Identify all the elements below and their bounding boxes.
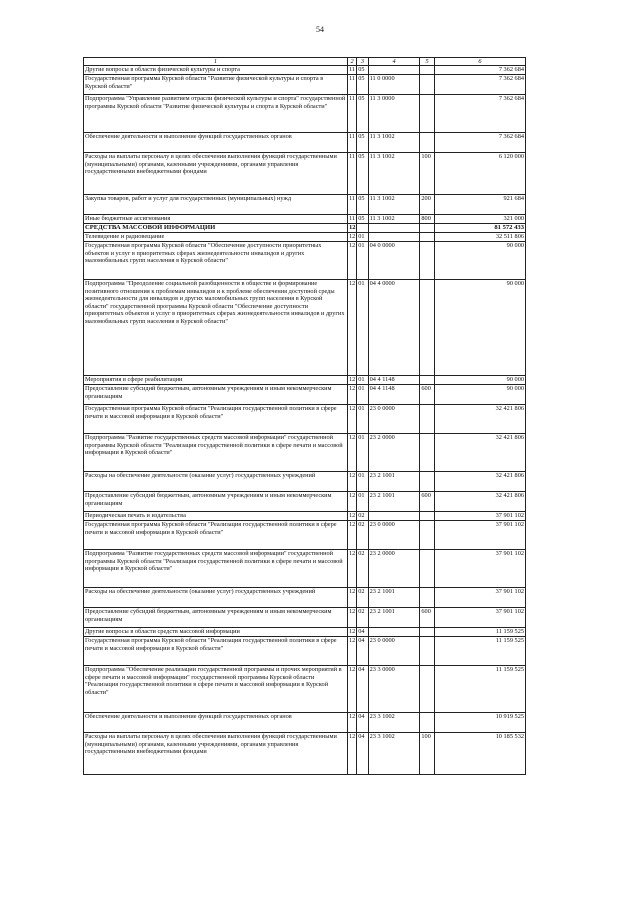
expense-type-cell	[420, 666, 434, 713]
table-row	[84, 75, 526, 95]
row-name-cell: Государственная программа Курской области "Реализация государственной политики в сфере печати и массовой информации в Курской области"	[84, 405, 348, 434]
subsection-code-cell: 05	[357, 195, 368, 215]
amount-cell: 11 159 525	[434, 637, 525, 666]
target-article-cell: 23 2 1001	[368, 492, 420, 512]
table-row	[84, 280, 526, 376]
subsection-code-cell: 01	[357, 280, 368, 376]
amount-cell: 32 421 806	[434, 472, 525, 492]
table-row	[84, 215, 526, 224]
table-row	[84, 492, 526, 512]
table-row	[84, 666, 526, 713]
subsection-code-cell: 01	[357, 472, 368, 492]
amount-cell: 32 421 806	[434, 492, 525, 512]
amount-cell: 6 120 000	[434, 153, 525, 195]
amount-cell: 7 362 684	[434, 133, 525, 153]
table-row	[84, 588, 526, 608]
section-code-cell: 12	[347, 492, 356, 512]
section-code-cell: 12	[348, 376, 356, 383]
section-code-cell: 11	[347, 95, 356, 133]
subsection-code-cell: 04	[357, 733, 368, 775]
header-cell: 2	[347, 58, 356, 66]
amount-cell: 37 901 102	[434, 608, 525, 628]
row-name-cell: Другие вопросы в области физической культуры и спорта	[84, 66, 348, 75]
expense-type-cell	[420, 512, 434, 521]
section-code-cell: 12	[347, 588, 356, 608]
subsection-code-cell: 01	[357, 376, 368, 385]
amount-cell: 37 901 102	[434, 550, 525, 588]
table-row	[84, 434, 526, 472]
section-code-cell: 12	[347, 242, 356, 280]
expense-type-cell	[420, 628, 434, 637]
expense-type-cell: 800	[420, 215, 434, 224]
expense-type-cell	[420, 405, 434, 434]
amount-cell: 11 159 525	[434, 628, 525, 637]
row-name-cell: Мероприятия в сфере реабилитации	[84, 376, 348, 385]
expense-type-cell	[420, 133, 434, 153]
section-code-cell: 12	[347, 434, 356, 472]
target-article-cell: 11 3 1002	[368, 133, 420, 153]
section-code-cell: 12	[347, 733, 356, 775]
expense-type-cell	[420, 521, 434, 550]
amount-cell: 7 362 684	[434, 75, 525, 95]
table-row	[84, 512, 526, 521]
row-name-cell: Обеспечение деятельности и выполнение функций государственных органов	[84, 713, 348, 733]
expense-type-cell	[420, 233, 434, 242]
subsection-code-cell: 02	[357, 550, 368, 588]
target-article-cell: 23 2 1001	[368, 588, 420, 608]
target-article-cell: 11 3 1002	[368, 153, 420, 195]
expense-type-cell: 100	[420, 153, 434, 195]
page-number: 54	[316, 25, 324, 34]
subsection-code-cell: 01	[357, 492, 368, 512]
table-row	[84, 233, 526, 242]
amount-cell: 90 000	[434, 376, 525, 385]
target-article-cell: 11 3 1002	[368, 195, 420, 215]
amount-cell: 32 511 806	[434, 233, 525, 242]
row-name-cell: Расходы на обеспечение деятельности (оказание услуг) государственных учреждений	[84, 472, 348, 492]
expense-type-cell	[420, 66, 434, 75]
target-article-cell: 04 4 1148	[368, 385, 420, 405]
amount-cell: 81 572 433	[434, 224, 525, 233]
expense-type-cell	[420, 472, 434, 492]
target-article-cell: 04 0 0000	[368, 242, 420, 280]
section-code-cell: 11	[347, 75, 356, 95]
row-name-cell: Обеспечение деятельности и выполнение функций государственных органов	[84, 133, 348, 153]
row-name-cell: Расходы на обеспечение деятельности (оказание услуг) государственных учреждений	[84, 588, 348, 608]
table-row	[84, 608, 526, 628]
header-cell: 4	[368, 58, 420, 66]
expense-type-cell: 600	[420, 385, 434, 405]
section-code-cell: 12	[347, 713, 356, 733]
target-article-cell: 11 3 0000	[368, 95, 420, 133]
amount-cell: 321 000	[434, 215, 525, 224]
amount-cell: 7 362 684	[434, 66, 525, 75]
target-article-cell: 23 2 0000	[368, 550, 420, 588]
expense-type-cell	[420, 434, 434, 472]
subsection-code-cell: 01	[357, 405, 368, 434]
row-name-cell: Государственная программа Курской области "Развитие физической культуры и спорта в Курской области"	[84, 75, 348, 95]
section-code-cell: 11	[347, 195, 356, 215]
subsection-code-cell: 02	[357, 588, 368, 608]
table-row	[84, 521, 526, 550]
expense-type-cell: 600	[420, 492, 434, 512]
subsection-code-cell: 05	[357, 75, 368, 95]
table-row	[84, 153, 526, 195]
expense-type-cell	[420, 75, 434, 95]
budget-table	[83, 57, 526, 775]
section-code-cell: 12	[348, 628, 356, 635]
target-article-cell: 23 3 1002	[368, 733, 420, 775]
expense-type-cell	[420, 588, 434, 608]
subsection-code-cell: 04	[357, 628, 368, 637]
amount-cell: 921 684	[434, 195, 525, 215]
target-article-cell: 23 2 1001	[368, 472, 420, 492]
section-code-cell: 11	[347, 153, 356, 195]
expense-type-cell: 100	[420, 733, 434, 775]
expense-type-cell	[420, 713, 434, 733]
section-code-cell: 12	[347, 472, 356, 492]
section-code-cell: 12	[347, 637, 356, 666]
amount-cell: 37 901 102	[434, 512, 525, 521]
section-code-cell: 12	[347, 608, 356, 628]
row-name-cell: Подпрограмма "Обеспечение реализации государственной программы и прочих мероприятий в сфере печати и массовой информации" государственной программы Курской области "Реализация государственной политики в сфере печати и массовой информации в Курской области"	[84, 666, 348, 713]
amount-cell: 10 919 525	[434, 713, 525, 733]
expense-type-cell	[420, 376, 434, 385]
table-row	[84, 405, 526, 434]
target-article-cell	[368, 224, 420, 233]
section-code-cell: 12	[347, 280, 356, 376]
row-name-cell: Подпрограмма "Управление развитием отрасли физической культуры и спорта" государственной программы Курской области "Развитие физической культуры и спорта в Курской области"	[84, 95, 348, 133]
row-name-cell: Подпрограмма "Развитие государственных средств массовой информации" государственной программы Курской области "Реализация государственной политики в сфере печати и массовой информации в Курской области"	[84, 434, 348, 472]
amount-cell: 37 901 102	[434, 588, 525, 608]
target-article-cell: 04 4 0000	[368, 280, 420, 376]
table-row	[84, 550, 526, 588]
amount-cell: 11 159 525	[434, 666, 525, 713]
subsection-code-cell: 01	[357, 434, 368, 472]
row-name-cell: Другие вопросы в области средств массовой информации	[84, 628, 348, 637]
row-name-cell: Расходы на выплаты персоналу в целях обеспечения выполнения функций государственными (муниципальными) органами, казенными учреждениями, органами управления государственными внебюджетными фондами	[84, 733, 348, 775]
table-row	[84, 95, 526, 133]
target-article-cell	[368, 66, 420, 75]
header-cell: 6	[434, 58, 525, 66]
subsection-code-cell: 04	[357, 637, 368, 666]
section-code-cell: 12	[348, 224, 356, 231]
amount-cell: 90 000	[434, 280, 525, 376]
subsection-code-cell: 05	[357, 153, 368, 195]
table-row	[84, 195, 526, 215]
amount-cell: 32 421 806	[434, 434, 525, 472]
section-code-cell: 11	[347, 133, 356, 153]
row-name-cell: Государственная программа Курской области "Обеспечение доступности приоритетных объектов и услуг в приоритетных сферах жизнедеятельности инвалидов и других маломобильных групп населения в Курской области"	[84, 242, 348, 280]
table-row	[84, 133, 526, 153]
subsection-code-cell: 04	[357, 666, 368, 713]
row-name-cell: Предоставление субсидий бюджетным, автономным учреждениям и иным некоммерческим организациям	[84, 385, 348, 405]
section-code-cell: 11	[348, 66, 356, 73]
table-header-row	[84, 58, 526, 66]
target-article-cell: 23 3 0000	[368, 666, 420, 713]
target-article-cell: 23 2 1001	[368, 608, 420, 628]
target-article-cell: 23 0 0000	[368, 405, 420, 434]
row-name-cell: Иные бюджетные ассигнования	[84, 215, 348, 224]
row-name-cell: СРЕДСТВА МАССОВОЙ ИНФОРМАЦИИ	[84, 224, 348, 233]
row-name-cell: Подпрограмма "Преодоление социальной разобщенности в обществе и формирование позитивного отношения к проблемам инвалидов и к проблеме обеспечения доступной среды жизнедеятельности для инвалидов и других маломобильных групп населения в Курской области" государственной программы Курской области "Обеспечение доступности приоритетных объектов и услуг в приоритетных сферах жизнедеятельности инвалидов и других маломобильных групп населения в Курской области"	[84, 280, 348, 376]
table-row	[84, 713, 526, 733]
row-name-cell: Подпрограмма "Развитие государственных средств массовой информации" государственной программы Курской области "Реализация государственной политики в сфере печати и массовой информации в Курской области"	[84, 550, 348, 588]
header-cell: 3	[357, 58, 368, 66]
subsection-code-cell: 05	[357, 133, 368, 153]
target-article-cell: 23 0 0000	[368, 637, 420, 666]
section-code-cell: 12	[348, 512, 356, 519]
section-code-cell: 12	[347, 666, 356, 713]
expense-type-cell	[420, 280, 434, 376]
header-cell: 5	[420, 58, 434, 66]
subsection-code-cell: 01	[357, 242, 368, 280]
amount-cell: 32 421 806	[434, 405, 525, 434]
subsection-code-cell	[357, 224, 368, 233]
expense-type-cell	[420, 637, 434, 666]
target-article-cell	[368, 512, 420, 521]
target-article-cell	[368, 233, 420, 242]
amount-cell: 90 000	[434, 385, 525, 405]
table-row	[84, 385, 526, 405]
subsection-code-cell: 04	[357, 713, 368, 733]
table-row	[84, 628, 526, 637]
section-code-cell: 12	[348, 233, 356, 240]
expense-type-cell: 600	[420, 608, 434, 628]
expense-type-cell	[420, 550, 434, 588]
table-row	[84, 637, 526, 666]
header-cell: 1	[84, 58, 348, 66]
table-row	[84, 376, 526, 385]
subsection-code-cell: 01	[357, 233, 368, 242]
amount-cell: 7 362 684	[434, 95, 525, 133]
table-row	[84, 66, 526, 75]
target-article-cell: 11 3 1002	[368, 215, 420, 224]
subsection-code-cell: 01	[357, 385, 368, 405]
subsection-code-cell: 05	[357, 95, 368, 133]
section-code-cell: 12	[347, 521, 356, 550]
row-name-cell: Государственная программа Курской области "Реализация государственной политики в сфере печати и массовой информации в Курской области"	[84, 521, 348, 550]
subsection-code-cell: 05	[357, 66, 368, 75]
table-row	[84, 242, 526, 280]
row-name-cell: Государственная программа Курской области "Реализация государственной политики в сфере печати и массовой информации в Курской области"	[84, 637, 348, 666]
amount-cell: 10 185 532	[434, 733, 525, 775]
table-row	[84, 224, 526, 233]
target-article-cell: 23 2 0000	[368, 434, 420, 472]
expense-type-cell	[420, 224, 434, 233]
section-code-cell: 12	[347, 405, 356, 434]
section-code-cell: 11	[348, 215, 356, 222]
expense-type-cell: 200	[420, 195, 434, 215]
row-name-cell: Закупка товаров, работ и услуг для государственных (муниципальных) нужд	[84, 195, 348, 215]
row-name-cell: Периодическая печать и издательства	[84, 512, 348, 521]
expense-type-cell	[420, 242, 434, 280]
section-code-cell: 12	[347, 385, 356, 405]
row-name-cell: Предоставление субсидий бюджетным, автономным учреждениям и иным некоммерческим организациям	[84, 492, 348, 512]
subsection-code-cell: 02	[357, 608, 368, 628]
target-article-cell: 11 0 0000	[368, 75, 420, 95]
subsection-code-cell: 02	[357, 512, 368, 521]
target-article-cell: 23 3 1002	[368, 713, 420, 733]
subsection-code-cell: 02	[357, 521, 368, 550]
row-name-cell: Расходы на выплаты персоналу в целях обеспечения выполнения функций государственными (муниципальными) органами, казенными учреждениями, органами управления государственными внебюджетными фондами	[84, 153, 348, 195]
expense-type-cell	[420, 95, 434, 133]
target-article-cell: 04 4 1148	[368, 376, 420, 385]
table-row	[84, 472, 526, 492]
section-code-cell: 12	[347, 550, 356, 588]
row-name-cell: Телевидение и радиовещание	[84, 233, 348, 242]
target-article-cell	[368, 628, 420, 637]
subsection-code-cell: 05	[357, 215, 368, 224]
row-name-cell: Предоставление субсидий бюджетным, автономным учреждениям и иным некоммерческим организациям	[84, 608, 348, 628]
table-row	[84, 733, 526, 775]
target-article-cell: 23 0 0000	[368, 521, 420, 550]
amount-cell: 37 901 102	[434, 521, 525, 550]
amount-cell: 90 000	[434, 242, 525, 280]
